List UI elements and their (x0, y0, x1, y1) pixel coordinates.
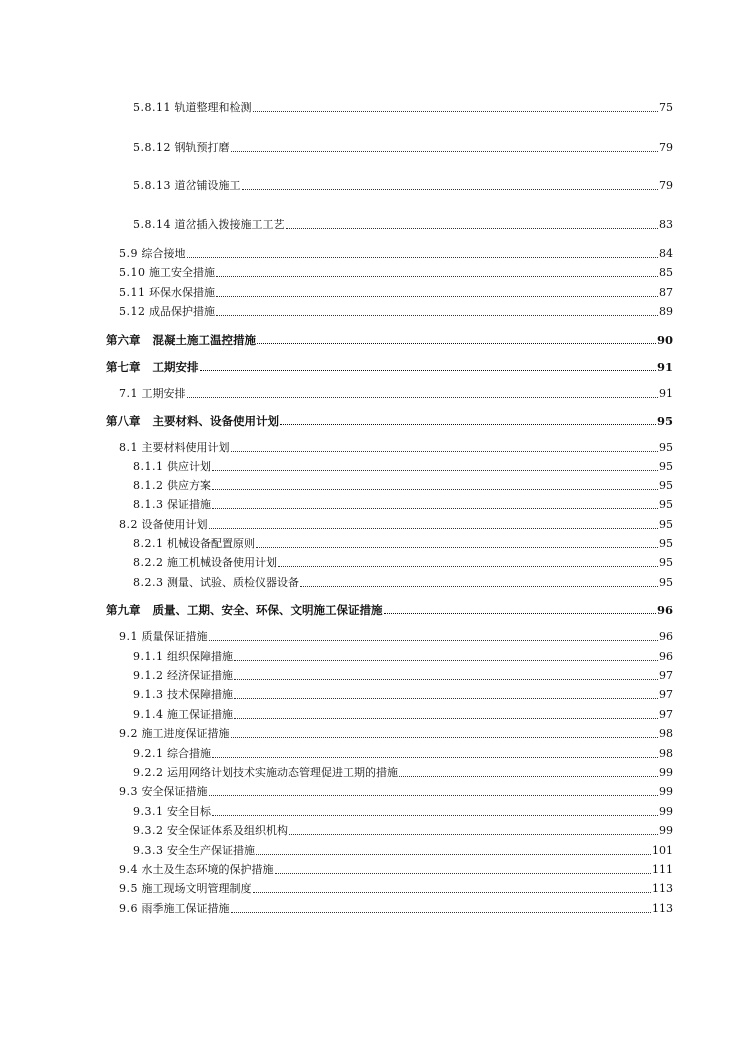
toc-page: 98 (659, 747, 673, 760)
toc-number: 9.6 (119, 902, 138, 915)
leader-dots (256, 546, 658, 548)
toc-entry[interactable] (119, 785, 673, 799)
toc-chapter-number: 第六章 (106, 333, 141, 347)
toc-title: 供应计划 (167, 460, 211, 473)
toc-entry[interactable] (119, 286, 673, 300)
toc-number: 9.2.2 (133, 766, 164, 779)
toc-entry[interactable] (133, 766, 673, 780)
leader-dots (212, 488, 658, 490)
toc-title: 主要材料使用计划 (141, 441, 230, 454)
toc-entry[interactable] (133, 824, 673, 838)
toc-page: 85 (659, 266, 673, 279)
toc-entry[interactable] (119, 902, 673, 916)
toc-page: 95 (659, 537, 673, 550)
toc-entry[interactable] (133, 669, 673, 683)
toc-entry[interactable] (119, 387, 673, 401)
toc-entry[interactable] (119, 630, 673, 644)
leader-dots (209, 527, 659, 529)
toc-page: 97 (659, 688, 673, 701)
toc-title: 机械设备配置原则 (167, 537, 255, 550)
toc-page: 87 (659, 286, 673, 299)
toc-number: 5.11 (119, 286, 146, 299)
toc-number: 5.8.14 (133, 218, 171, 231)
toc-entry[interactable] (119, 518, 673, 532)
toc-entry[interactable] (133, 460, 673, 474)
toc-title: 运用网络计划技术实施动态管理促进工期的措施 (167, 766, 398, 779)
toc-page: 99 (659, 824, 673, 837)
toc-number: 9.1.1 (133, 650, 164, 663)
toc-number: 9.5 (119, 882, 138, 895)
toc-title: 保证措施 (167, 498, 211, 511)
toc-title: 综合措施 (167, 747, 211, 760)
toc-title: 环保水保措施 (149, 286, 215, 299)
toc-title: 安全生产保证措施 (167, 844, 255, 857)
toc-title: 施工安全措施 (149, 266, 215, 279)
toc-number: 9.2 (119, 727, 138, 740)
toc-number: 9.1 (119, 630, 138, 643)
toc-entry[interactable] (119, 441, 673, 455)
toc-number: 5.8.11 (133, 101, 171, 114)
toc-title: 成品保护措施 (149, 305, 215, 318)
leader-dots (200, 369, 656, 371)
toc-number: 8.1.2 (133, 479, 164, 492)
toc-title: 施工现场文明管理制度 (141, 882, 252, 895)
toc-page: 113 (652, 902, 673, 915)
toc-title: 轨道整理和检测 (174, 101, 252, 114)
toc-chapter-number: 第七章 (106, 360, 141, 374)
leader-dots (289, 833, 658, 835)
toc-title: 施工保证措施 (167, 708, 233, 721)
toc-page: 113 (652, 882, 673, 895)
toc-page: 89 (659, 305, 673, 318)
toc-page: 95 (656, 414, 673, 428)
toc-page: 84 (659, 247, 673, 260)
toc-title: 经济保证措施 (167, 669, 233, 682)
toc-page: 101 (652, 844, 673, 857)
toc-title: 质量保证措施 (141, 630, 208, 643)
toc-page: 91 (656, 360, 673, 374)
toc-title: 工期安排 (141, 387, 186, 400)
toc-number: 5.8.12 (133, 141, 171, 154)
leader-dots (216, 314, 658, 316)
toc-number: 8.1.3 (133, 498, 164, 511)
leader-dots (209, 639, 659, 641)
toc-chapter-number: 第八章 (106, 414, 141, 428)
toc-page: 95 (659, 556, 673, 569)
toc-title: 测量、试验、质检仪器设备 (167, 576, 299, 589)
toc-page: 95 (659, 518, 673, 531)
toc-page: 91 (659, 387, 673, 400)
leader-dots (212, 469, 658, 471)
toc-entry[interactable] (133, 844, 673, 858)
toc-page: 97 (659, 669, 673, 682)
leader-dots (209, 794, 659, 796)
leader-dots (187, 256, 659, 258)
toc-title: 施工机械设备使用计划 (167, 556, 277, 569)
toc-page: 90 (656, 333, 673, 347)
toc-number: 9.3.3 (133, 844, 164, 857)
toc-title: 设备使用计划 (141, 518, 208, 531)
toc-title: 雨季施工保证措施 (141, 902, 230, 915)
leader-dots (231, 150, 659, 152)
toc-entry[interactable] (133, 101, 673, 115)
toc-chapter-entry[interactable] (106, 360, 673, 374)
leader-dots (257, 342, 656, 344)
toc-page: 95 (659, 576, 673, 589)
toc-number: 8.2.2 (133, 556, 164, 569)
toc-chapter-entry[interactable] (106, 603, 673, 617)
leader-dots (256, 853, 651, 855)
toc-entry[interactable] (133, 537, 673, 551)
toc-page: 96 (656, 603, 673, 617)
toc-title: 安全目标 (167, 805, 211, 818)
leader-dots (212, 756, 658, 758)
toc-title: 组织保障措施 (167, 650, 233, 663)
toc-chapter-entry[interactable] (106, 414, 673, 428)
toc-entry[interactable] (133, 179, 673, 193)
toc-entry[interactable] (119, 863, 673, 877)
toc-title: 安全保证体系及组织机构 (167, 824, 288, 837)
toc-number: 7.1 (119, 387, 138, 400)
toc-entry[interactable] (133, 479, 673, 493)
toc-title: 主要材料、设备使用计划 (152, 414, 280, 428)
leader-dots (231, 736, 659, 738)
leader-dots (212, 814, 658, 816)
leader-dots (216, 295, 658, 297)
leader-dots (234, 717, 658, 719)
leader-dots (234, 697, 658, 699)
leader-dots (216, 275, 658, 277)
leader-dots (399, 775, 658, 777)
toc-title: 供应方案 (167, 479, 211, 492)
toc-chapter-entry[interactable] (106, 333, 673, 347)
toc-page: 96 (659, 650, 673, 663)
toc-title: 水土及生态环境的保护措施 (141, 863, 274, 876)
toc-title: 混凝土施工温控措施 (152, 333, 257, 347)
toc-chapter-number: 第九章 (106, 603, 141, 617)
toc-number: 5.10 (119, 266, 146, 279)
leader-dots (231, 911, 652, 913)
toc-number: 9.1.3 (133, 688, 164, 701)
leader-dots (212, 507, 658, 509)
toc-title: 综合接地 (141, 247, 186, 260)
leader-dots (278, 565, 658, 567)
toc-entry[interactable] (133, 576, 673, 590)
leader-dots (280, 423, 656, 425)
toc-entry[interactable] (133, 688, 673, 702)
toc-title: 工期安排 (152, 360, 199, 374)
toc-number: 5.8.13 (133, 179, 171, 192)
toc-entry[interactable] (133, 650, 673, 664)
toc-entry[interactable] (119, 305, 673, 319)
leader-dots (253, 110, 659, 112)
toc-page: 95 (659, 460, 673, 473)
toc-number: 8.2.3 (133, 576, 164, 589)
toc-page: 95 (659, 479, 673, 492)
toc-number: 5.12 (119, 305, 146, 318)
toc-number: 9.1.2 (133, 669, 164, 682)
leader-dots (275, 872, 652, 874)
toc-number: 8.2.1 (133, 537, 164, 550)
toc-page: 97 (659, 708, 673, 721)
toc-entry[interactable] (133, 708, 673, 722)
toc-number: 9.2.1 (133, 747, 164, 760)
toc-page: 95 (659, 441, 673, 454)
toc-entry[interactable] (133, 498, 673, 512)
toc-entry[interactable] (119, 727, 673, 741)
toc-entry[interactable] (133, 141, 673, 155)
leader-dots (384, 612, 656, 614)
leader-dots (300, 585, 658, 587)
toc-page: 98 (659, 727, 673, 740)
toc-entry[interactable] (133, 747, 673, 761)
toc-title: 技术保障措施 (167, 688, 233, 701)
toc-title: 道岔铺设施工 (174, 179, 241, 192)
toc-title: 钢轨预打磨 (174, 141, 230, 154)
toc-entry[interactable] (119, 882, 673, 896)
toc-title: 安全保证措施 (141, 785, 208, 798)
toc-page: 111 (652, 863, 673, 876)
toc-page: 79 (659, 141, 673, 154)
toc-title: 道岔插入拨接施工工艺 (174, 218, 285, 231)
toc-title: 施工进度保证措施 (141, 727, 230, 740)
toc-number: 9.3.1 (133, 805, 164, 818)
toc-number: 8.2 (119, 518, 138, 531)
toc-entry[interactable] (133, 805, 673, 819)
toc-entry[interactable] (133, 218, 673, 232)
leader-dots (242, 188, 659, 190)
leader-dots (234, 678, 658, 680)
leader-dots (234, 659, 658, 661)
toc-page: 96 (659, 630, 673, 643)
toc-page: 79 (659, 179, 673, 192)
toc-number: 9.4 (119, 863, 138, 876)
toc-title: 质量、工期、安全、环保、文明施工保证措施 (152, 603, 383, 617)
toc-page: 99 (659, 785, 673, 798)
leader-dots (253, 891, 652, 893)
toc-number: 9.3.2 (133, 824, 164, 837)
leader-dots (231, 450, 659, 452)
toc-page: 83 (659, 218, 673, 231)
toc-entry[interactable] (119, 247, 673, 261)
toc-page: 99 (659, 805, 673, 818)
toc-number: 5.9 (119, 247, 138, 260)
toc-page: 75 (659, 101, 673, 114)
leader-dots (286, 227, 659, 229)
toc-page: 99 (659, 766, 673, 779)
toc-number: 8.1 (119, 441, 138, 454)
toc-number: 9.3 (119, 785, 138, 798)
toc-number: 9.1.4 (133, 708, 164, 721)
toc-number: 8.1.1 (133, 460, 164, 473)
toc-page: 95 (659, 498, 673, 511)
toc-entry[interactable] (119, 266, 673, 280)
leader-dots (187, 396, 659, 398)
toc-entry[interactable] (133, 556, 673, 570)
